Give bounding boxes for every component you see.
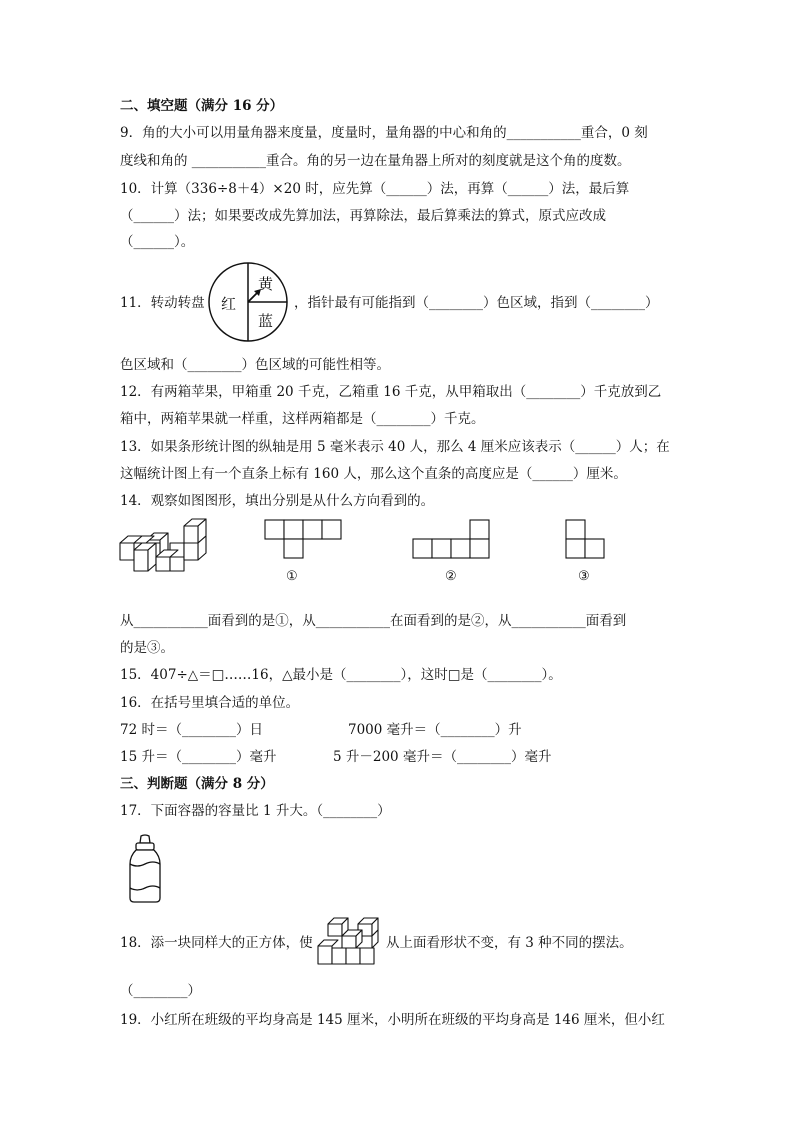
q13-line1: 13．如果条形统计图的纵轴是用 5 毫米表示 40 人，那么 4 厘米应该表示（______）人；在: [120, 439, 670, 455]
q16-item-a: 72 时＝（________）日: [120, 722, 263, 738]
q18-line2: （________）: [120, 983, 201, 999]
q10-line1: 10．计算（336÷8＋4）×20 时，应先算（______）法，再算（______）法，最后算: [120, 181, 630, 197]
q9-line1: 9．角的大小可以用量角器来度量，度量时，量角器的中心和角的___________重合，0 刻: [120, 125, 648, 141]
q16-item-b: 7000 毫升＝（________）升: [348, 722, 522, 738]
q19-line1: 19．小红所在班级的平均身高是 145 厘米，小明所在班级的平均身高是 146 厘米，但小红: [120, 1012, 665, 1028]
q17-line1: 17．下面容器的容量比 1 升大。（________）: [120, 803, 391, 819]
q12-line1: 12．有两箱苹果，甲箱重 20 千克，乙箱重 16 千克，从甲箱取出（________）千克放到乙: [120, 384, 662, 400]
q14-line1: 14．观察如图图形，填出分别是从什么方向看到的。: [120, 493, 435, 509]
spinner-label-blue: 蓝: [258, 312, 274, 330]
spinner-label-yellow: 黄: [258, 275, 274, 293]
spinner-diagram: [207, 262, 291, 346]
view-2-figure: [413, 520, 493, 560]
view-1-figure: [265, 520, 345, 560]
q18-suffix: 从上面看形状不变，有 3 种不同的摆法。: [386, 935, 633, 951]
view-3-label: ③: [578, 569, 590, 584]
bottle-icon: [127, 834, 163, 906]
q11-prefix: 11．转动转盘: [120, 295, 205, 311]
q18-prefix: 18．添一块同样大的正方体，使: [120, 935, 313, 951]
q9-line2: 度线和角的 ___________重合。角的另一边在量角器上所对的刻度就是这个角的度数。: [120, 153, 631, 169]
q13-line2: 这幅统计图上有一个直条上标有 160 人，那么这个直条的高度应是（______）厘米。: [120, 466, 627, 482]
q16-line1: 16．在括号里填合适的单位。: [120, 695, 300, 711]
q12-line2: 箱中，两箱苹果就一样重，这样两箱都是（________）千克。: [120, 411, 485, 427]
q14-line3: 的是③。: [120, 640, 174, 656]
q11-suffix: ，指针最有可能指到（________）色区域，指到（________）: [294, 295, 659, 311]
q10-line2: （______）法；如果要改成先算加法，再算除法，最后算乘法的算式，原式应改成: [120, 208, 606, 224]
view-3-figure: [566, 520, 608, 560]
view-1-label: ①: [286, 569, 298, 584]
view-2-label: ②: [445, 569, 457, 584]
section-title-judgement: 三、判断题（满分 8 分）: [120, 776, 274, 792]
q16-item-d: 5 升－200 毫升＝（________）毫升: [333, 749, 552, 765]
section-title-fill-blank: 二、填空题（满分 16 分）: [120, 98, 284, 114]
q11-line2: 色区域和（________）色区域的可能性相等。: [120, 357, 390, 373]
q15-line1: 15．407÷△＝□……16，△最小是（________），这时□是（________）。: [120, 667, 562, 683]
q18-cube-figure: [316, 916, 382, 968]
q14-line2: 从___________面看到的是①，从___________在面看到的是②，从___________面看到: [120, 613, 627, 629]
q16-item-c: 15 升＝（________）毫升: [120, 749, 277, 765]
spinner-label-red: 红: [221, 295, 237, 313]
q10-line3: （______）。: [120, 234, 195, 250]
cube-stack-figure: [118, 516, 210, 574]
